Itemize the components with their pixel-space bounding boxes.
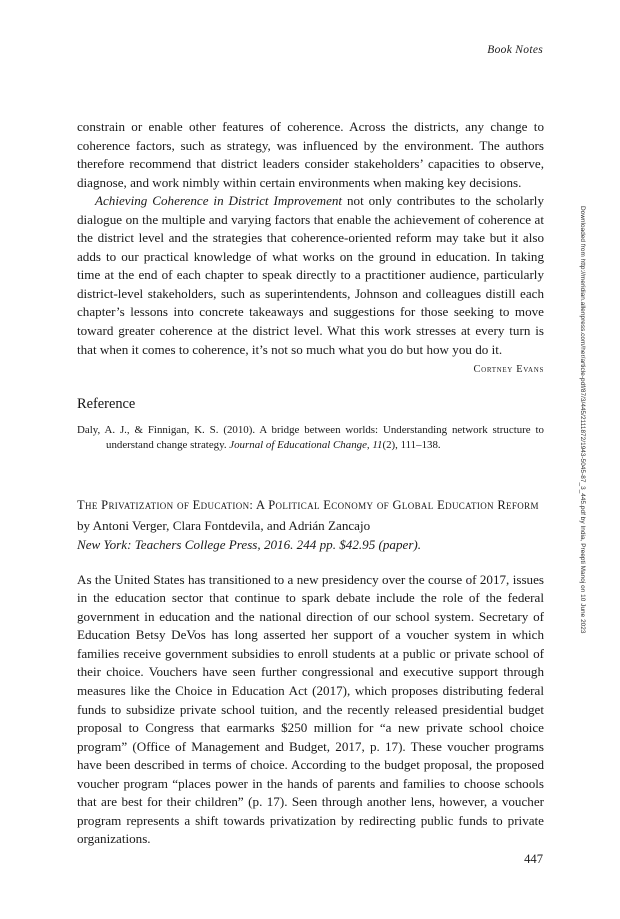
running-head: Book Notes — [487, 44, 543, 56]
book-heading-block — [77, 454, 544, 554]
reference-heading: Reference — [77, 396, 136, 413]
reference-entry-text-1: Daly, A. J., & Finnigan, K. S. (2010). A bridge between worlds: Understanding network structure to understand change strategy. — [77, 424, 544, 452]
reference-entry — [77, 414, 544, 454]
book-authors: by Antoni Verger, Clara Fontdevila, and Adrián Zancajo — [77, 518, 371, 534]
page-number: 447 — [524, 852, 543, 866]
review-one-paragraph-1: constrain or enable other features of coherence. Across the districts, any change to coherence factors, such as strategy, was influenced by the environment. The authors therefore recommend that district leaders consider stakeholders’ capacities to observe, diagnose, and work nimbly within certain environments when making key decisions. — [77, 119, 544, 190]
review-one-paragraph-2 — [77, 192, 544, 359]
book-title: The Privatization of Education: A Political Economy of Global Education Reform — [77, 497, 539, 512]
download-watermark: Downloaded from http://meridian.allenpress.com/her/article-pdf/87/3/445/2111872/1943-5045-87_3_445.pdf by India, Preepti Manoj on 10 June 2023 — [579, 206, 586, 634]
reviewer-byline: Cortney Evans — [473, 364, 544, 376]
review-one-paragraph-2-text: not only contributes to the scholarly dialogue on the multiple and varying factors that enable the achievement of coherence at the district level and the strategies that coherence-oriented reform may take but it also adds to our practical knowledge of what works on the ground in education. In taking time at the end of each chapter to speak directly to a practitioner audience, particularly district-level stakeholders, such as superintendents, Johnson and colleagues distill each chapter’s lessons into concrete takeaways and suggestions for those seeking to move toward greater coherence at the district level. What this work stresses at every turn is that when it comes to coherence, it’s not so much what you do but how you do it. — [77, 193, 544, 357]
reference-journal-title: Journal of Educational Change, 11 — [229, 439, 383, 452]
book-publication-info: New York: Teachers College Press, 2016. 244 pp. $42.95 (paper). — [77, 536, 422, 552]
text-column — [77, 118, 544, 849]
reference-entry-text-2: (2), 111–138. — [382, 439, 441, 452]
review-two-paragraph-1: As the United States has transitioned to a new presidency over the course of 2017, issues in the education sector that continue to spark debate include the role of the federal government in education and the national direction of our school system. Secretary of Education Betsy DeVos has long asserted her support of a voucher system in which families receive government subsidies to enroll students at a public or private school of their choice. Vouchers have seen further congressional and executive support through measures like the Choice in Education Act (2017), which proposes distributing federal funds to subsidize private school tuition, and the recently released presidential budget proposal to Congress that earmarks $250 million for “a new private school choice program” (Office of Management and Budget, 2017, p. 17). These voucher programs have been described in terms of choice. According to the budget proposal, the proposed voucher program “places power in the hands of parents and families to choose schools that are best for their children” (p. 17). Seen through another lens, however, a voucher program represents a shift towards privatization by redirecting public funds to private organizations. — [77, 571, 544, 847]
book-title-inline: Achieving Coherence in District Improvement — [95, 193, 343, 209]
